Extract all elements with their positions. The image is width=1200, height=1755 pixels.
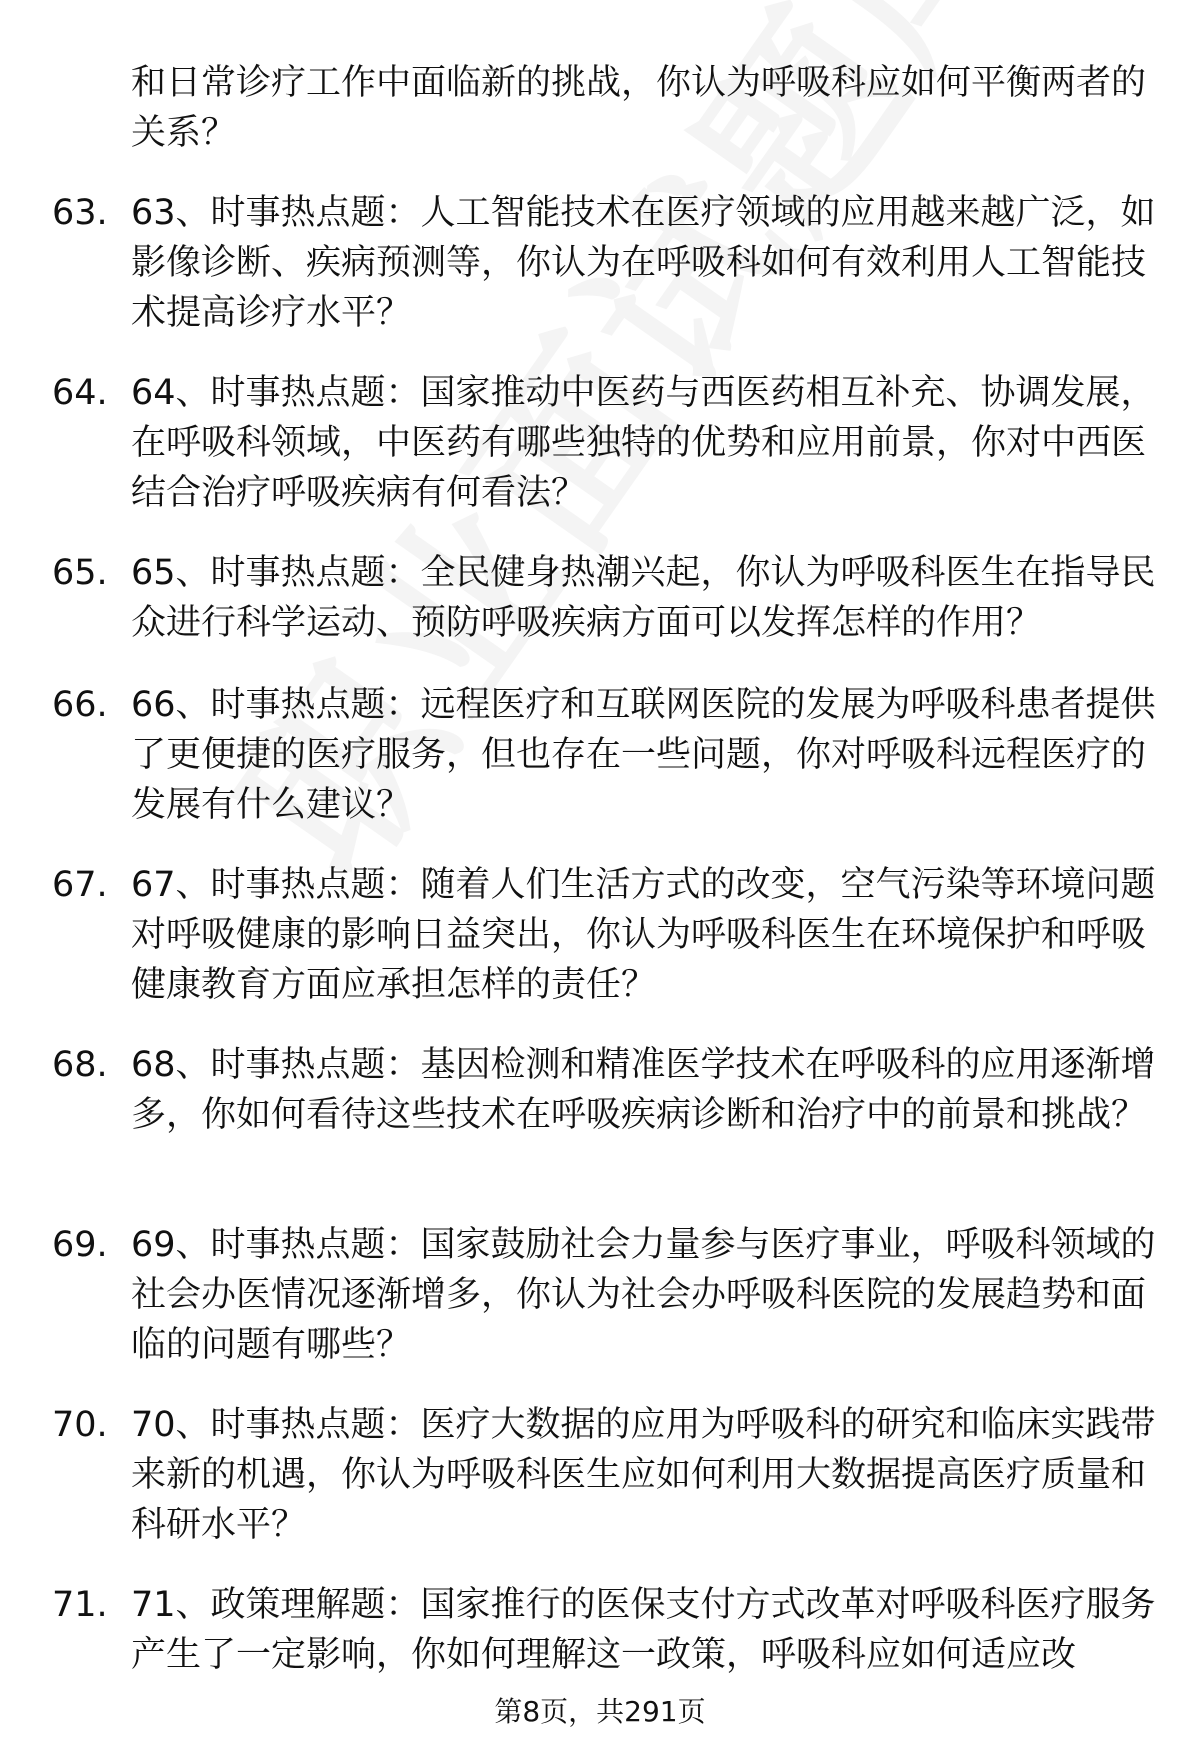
intro-paragraph: 和日常诊疗工作中面临新的挑战，你认为呼吸科应如何平衡两者的关系？ <box>131 63 1147 153</box>
question-list <box>0 188 1200 1680</box>
item-text: 71、政策理解题：国家推行的医保支付方式改革对呼吸科医疗服务产生了一定影响，你如何理解这一政策，呼吸科应如何适应改 <box>131 1585 1156 1675</box>
item-number: 64. <box>52 373 108 413</box>
item-number: 71. <box>52 1585 108 1625</box>
item-text: 68、时事热点题：基因检测和精准医学技术在呼吸科的应用逐渐增多，你如何看待这些技术在呼吸疾病诊断和治疗中的前景和挑战？ <box>131 1045 1156 1135</box>
item-number: 66. <box>52 685 108 725</box>
list-item <box>0 1400 1200 1580</box>
item-number: 68. <box>52 1045 108 1085</box>
item-text: 69、时事热点题：国家鼓励社会力量参与医疗事业，呼吸科领域的社会办医情况逐渐增多，你认为社会办呼吸科医院的发展趋势和面临的问题有哪些？ <box>131 1225 1156 1365</box>
item-text: 64、时事热点题：国家推动中医药与西医药相互补充、协调发展，在呼吸科领域，中医药有哪些独特的优势和应用前景，你对中西医结合治疗呼吸疾病有何看法？ <box>131 373 1156 513</box>
item-text: 67、时事热点题：随着人们生活方式的改变，空气污染等环境问题对呼吸健康的影响日益突出，你认为呼吸科医生在环境保护和呼吸健康教育方面应承担怎样的责任？ <box>131 865 1156 1005</box>
page-footer: 第8页，共291页 <box>494 1695 706 1728</box>
list-item <box>0 1220 1200 1400</box>
item-text: 66、时事热点题：远程医疗和互联网医院的发展为呼吸科患者提供了更便捷的医疗服务，但也存在一些问题，你对呼吸科远程医疗的发展有什么建议？ <box>131 685 1156 825</box>
list-item <box>0 1040 1200 1220</box>
list-item <box>0 188 1200 368</box>
item-text: 63、时事热点题：人工智能技术在医疗领域的应用越来越广泛，如影像诊断、疾病预测等，你认为在呼吸科如何有效利用人工智能技术提高诊疗水平？ <box>131 193 1156 333</box>
item-number: 70. <box>52 1405 108 1445</box>
item-number: 67. <box>52 865 108 905</box>
item-number: 63. <box>52 193 108 233</box>
item-text: 70、时事热点题：医疗大数据的应用为呼吸科的研究和临床实践带来新的机遇，你认为呼吸科医生应如何利用大数据提高医疗质量和科研水平？ <box>131 1405 1156 1545</box>
item-text: 65、时事热点题：全民健身热潮兴起，你认为呼吸科医生在指导民众进行科学运动、预防呼吸疾病方面可以发挥怎样的作用？ <box>131 553 1156 643</box>
list-item <box>0 860 1200 1040</box>
list-item <box>0 680 1200 860</box>
list-item <box>0 1580 1200 1680</box>
item-number: 65. <box>52 553 108 593</box>
list-item <box>0 548 1200 680</box>
list-item <box>0 368 1200 548</box>
item-number: 69. <box>52 1225 108 1265</box>
